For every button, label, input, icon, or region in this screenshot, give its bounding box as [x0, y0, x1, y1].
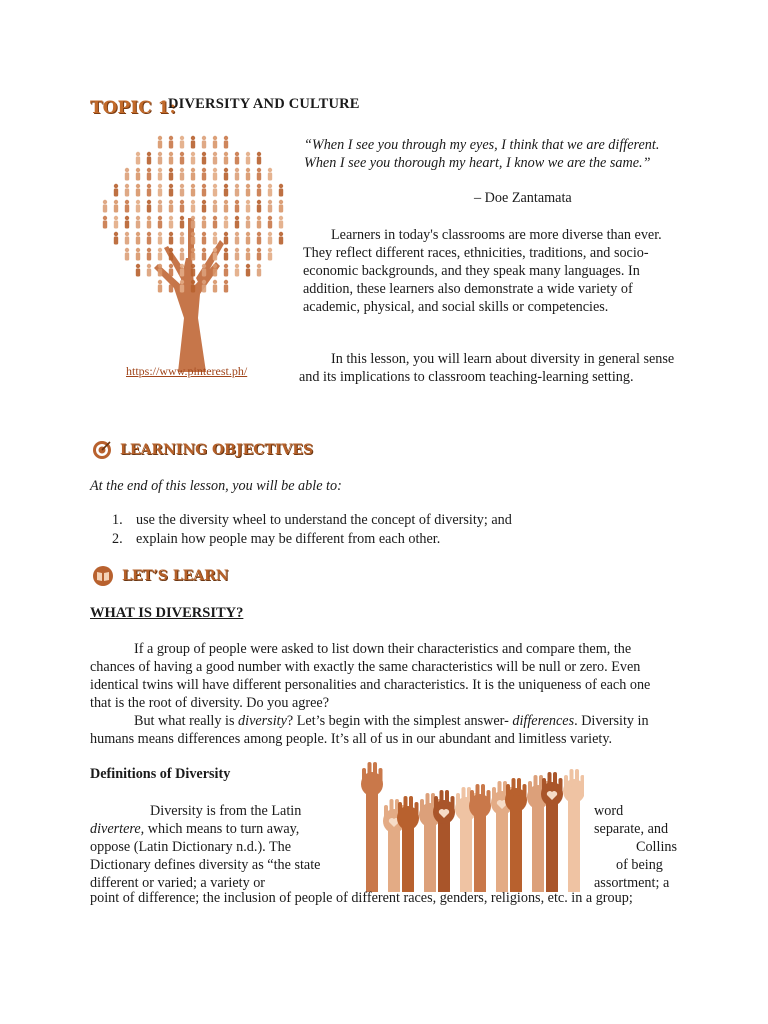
intro-paragraph: Learners in today's classrooms are more diverse than ever. They reflect different races, ethnicities, traditions, and socio-economic backgrounds, and they speak many languages. In addition, these learners also demonstrate a wide variety of academic, physical, and social skills or competencies. — [303, 227, 662, 315]
definition-line: of being — [616, 857, 663, 873]
lets-learn-heading — [92, 566, 229, 586]
what-is-diversity-heading: WHAT IS DIVERSITY? — [90, 605, 244, 621]
quote-author: – Doe Zantamata — [474, 190, 572, 206]
image-credit-link[interactable]: https://www.pinterest.ph/ — [126, 364, 248, 378]
learning-objectives-heading — [92, 440, 313, 460]
definition-line: Diversity is from the Latin — [150, 803, 302, 819]
body-paragraph: But what really is diversity? Let’s begin with the simplest answer- differences. Diversity in humans means differences among people. It’s all of us in our abundant and limitless variety. — [90, 713, 649, 747]
raised-hands-image — [352, 752, 584, 892]
list-item: 1. use the diversity wheel to understand the concept of diversity; and — [112, 512, 512, 528]
lesson-paragraph: In this lesson, you will learn about diversity in general sense and its implications to classroom teaching-learning setting. — [299, 351, 675, 385]
definition-line: Collins — [636, 839, 677, 855]
definition-line: point of difference; the inclusion of people of different races, genders, religions, etc. in a group; — [90, 890, 633, 906]
target-icon — [92, 440, 112, 460]
definition-line: assortment; a — [594, 875, 670, 891]
learning-objectives-label: LEARNING OBJECTIVES — [120, 442, 314, 458]
definition-line: Dictionary defines diversity as “the state — [90, 857, 321, 873]
page-title: DIVERSITY AND CULTURE — [168, 96, 360, 112]
objectives-intro: At the end of this lesson, you will be able to: — [90, 478, 342, 494]
definition-line: oppose (Latin Dictionary n.d.). The — [90, 839, 292, 855]
definition-line: divertere, which means to turn away, — [90, 821, 300, 837]
book-icon — [92, 566, 114, 586]
lets-learn-label: LET’S LEARN — [122, 568, 229, 584]
list-item: 2. explain how people may be different from each other. — [112, 531, 441, 547]
definition-line: word — [594, 803, 624, 819]
definitions-heading: Definitions of Diversity — [90, 766, 231, 782]
body-paragraph: If a group of people were asked to list down their characteristics and compare them, the chances of having a good number with exactly the same characteristics will be null or zero. Even identical twins will have different personalities and characteristics. It is the uniqueness of each one that is the root of diversity. Do you agree? — [90, 641, 651, 711]
definition-line: separate, and — [594, 821, 669, 837]
topic-label: TOPIC 1: — [90, 98, 176, 118]
definition-line: different or varied; a variety or — [90, 875, 266, 891]
quote-text: “When I see you through my eyes, I think that we are different. When I see you thorough my heart, I know we are the same.” — [304, 137, 660, 171]
diversity-tree-image — [94, 128, 290, 372]
